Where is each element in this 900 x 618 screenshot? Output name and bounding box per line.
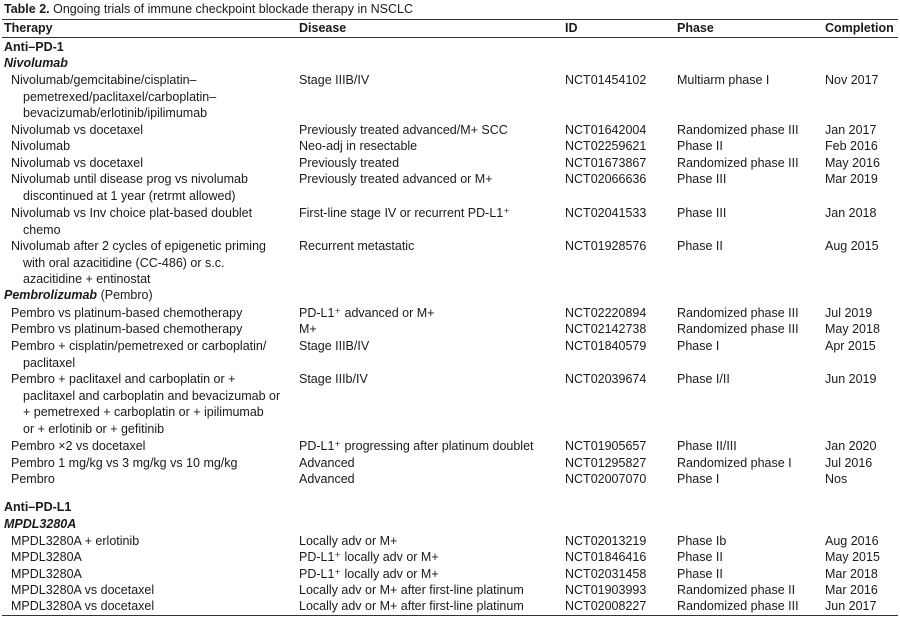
header-therapy: Therapy [4, 21, 53, 35]
section-anti-pdl1: Anti–PD-L1 [4, 500, 72, 514]
therapy-cell [11, 438, 291, 455]
phase-cell: Phase I [677, 472, 720, 486]
header-id: ID [565, 21, 578, 35]
therapy-line: + pemetrexed + carboplatin or + ipilimumab [23, 405, 264, 419]
phase-cell: Phase III [677, 206, 727, 220]
disease-cell: Locally adv or M+ [299, 534, 398, 548]
therapy-line: MPDL3280A [11, 550, 82, 564]
phase-cell: Phase II [677, 239, 723, 253]
therapy-line: paclitaxel and carboplatin and bevacizumab or [23, 388, 281, 403]
completion-cell: Jun 2017 [825, 599, 877, 613]
therapy-line: Nivolumab after 2 cycles of epigenetic priming [11, 239, 266, 253]
drug-mpdl3280a [4, 517, 76, 531]
completion-cell: Mar 2016 [825, 583, 878, 597]
disease-cell: Previously treated [299, 156, 400, 170]
disease-cell: Advanced [299, 472, 355, 486]
therapy-line: MPDL3280A [11, 567, 82, 581]
completion-cell: May 2016 [825, 156, 880, 170]
bottom-rule [2, 615, 898, 616]
phase-cell: Phase II [677, 139, 723, 153]
completion-cell: Jan 2020 [825, 439, 877, 453]
trial-id-cell: NCT02039674 [565, 372, 647, 386]
header-disease: Disease [299, 21, 347, 35]
therapy-line: azacitidine + entinostat [23, 272, 151, 286]
drug-pembrolizumab [4, 288, 153, 302]
therapy-line: Nivolumab until disease prog vs nivolumab [11, 172, 248, 186]
header-phase: Phase [677, 21, 714, 35]
trial-id-cell: NCT01295827 [565, 456, 647, 470]
therapy-cell [11, 238, 291, 288]
disease-cell: PD-L1⁺ locally adv or M+ [299, 550, 439, 564]
therapy-line: pemetrexed/paclitaxel/carboplatin– [23, 89, 217, 104]
therapy-cell [11, 205, 291, 238]
trial-id-cell: NCT02031458 [565, 567, 647, 581]
trial-id-cell: NCT02142738 [565, 322, 647, 336]
trial-id-cell: NCT02259621 [565, 139, 647, 153]
disease-cell: Previously treated advanced/M+ SCC [299, 123, 508, 137]
completion-cell: Mar 2018 [825, 567, 878, 581]
phase-cell: Randomized phase III [677, 156, 799, 170]
drug-name: Pembrolizumab [4, 288, 98, 302]
section-anti-pd1: Anti–PD-1 [4, 40, 64, 54]
trial-id-cell: NCT02013219 [565, 534, 647, 548]
completion-cell: Jul 2019 [825, 306, 873, 320]
therapy-cell [11, 72, 291, 122]
therapy-line: Pembro + cisplatin/pemetrexed or carboplatin/ [11, 339, 267, 353]
phase-cell: Phase III [677, 172, 727, 186]
trial-id-cell: NCT01673867 [565, 156, 647, 170]
completion-cell: Apr 2015 [825, 339, 876, 353]
phase-cell: Phase II/III [677, 439, 737, 453]
completion-cell: May 2018 [825, 322, 880, 336]
therapy-cell [11, 321, 291, 338]
trial-id-cell: NCT01642004 [565, 123, 647, 137]
completion-cell: Jan 2018 [825, 206, 877, 220]
therapy-line: Pembro + paclitaxel and carboplatin or + [11, 372, 236, 386]
completion-cell: Jan 2017 [825, 123, 877, 137]
therapy-line: Nivolumab vs Inv choice plat-based doublet [11, 206, 253, 220]
therapy-cell [11, 598, 291, 615]
disease-cell: PD-L1⁺ locally adv or M+ [299, 567, 439, 581]
phase-cell: Phase II [677, 567, 723, 581]
trial-id-cell: NCT01905657 [565, 439, 647, 453]
completion-cell: Jun 2019 [825, 372, 877, 386]
therapy-line: MPDL3280A vs docetaxel [11, 583, 155, 597]
therapy-cell [11, 155, 291, 172]
therapy-cell [11, 122, 291, 139]
phase-cell: Randomized phase III [677, 123, 799, 137]
therapy-line: discontinued at 1 year (retrmt allowed) [23, 188, 236, 203]
drug-abbrev: (Pembro) [100, 288, 153, 302]
therapy-cell [11, 582, 291, 599]
therapy-line: Pembro ×2 vs docetaxel [11, 439, 146, 453]
therapy-line: bevacizumab/erlotinib/ipilimumab [23, 106, 208, 120]
trial-id-cell: NCT01454102 [565, 73, 647, 87]
completion-cell: Nos [825, 472, 848, 486]
therapy-cell [11, 533, 291, 550]
trial-id-cell: NCT02041533 [565, 206, 647, 220]
disease-cell: Neo-adj in resectable [299, 139, 418, 153]
therapy-cell [11, 455, 291, 472]
caption-text: Ongoing trials of immune checkpoint blockade therapy in NSCLC [53, 2, 414, 16]
phase-cell: Phase I/II [677, 372, 730, 386]
therapy-cell [11, 171, 291, 204]
disease-cell: Recurrent metastatic [299, 239, 415, 253]
trial-id-cell: NCT01928576 [565, 239, 647, 253]
phase-cell: Phase II [677, 550, 723, 564]
therapy-line: paclitaxel [23, 355, 76, 370]
trial-id-cell: NCT02008227 [565, 599, 647, 613]
therapy-cell [11, 305, 291, 322]
therapy-cell [11, 549, 291, 566]
completion-cell: Mar 2019 [825, 172, 878, 186]
phase-cell: Randomized phase I [677, 456, 792, 470]
therapy-cell [11, 471, 291, 488]
therapy-line: Nivolumab/gemcitabine/cisplatin– [11, 73, 197, 87]
phase-cell: Randomized phase III [677, 599, 799, 613]
therapy-cell [11, 338, 291, 371]
disease-cell: Stage IIIb/IV [299, 372, 368, 386]
trial-id-cell: NCT01903993 [565, 583, 647, 597]
therapy-line: Nivolumab vs docetaxel [11, 123, 144, 137]
disease-cell: Previously treated advanced or M+ [299, 172, 493, 186]
therapy-line: Pembro [11, 472, 55, 486]
disease-cell: First-line stage IV or recurrent PD-L1⁺ [299, 206, 510, 220]
phase-cell: Phase I [677, 339, 720, 353]
therapy-cell [11, 138, 291, 155]
drug-name: MPDL3280A [4, 517, 77, 531]
trial-id-cell: NCT01846416 [565, 550, 647, 564]
disease-cell: M+ [299, 322, 317, 336]
completion-cell: May 2015 [825, 550, 880, 564]
therapy-line: Nivolumab vs docetaxel [11, 156, 144, 170]
trial-id-cell: NCT02220894 [565, 306, 647, 320]
disease-cell: PD-L1⁺ progressing after platinum doublet [299, 439, 534, 453]
top-rule [2, 19, 898, 20]
completion-cell: Aug 2016 [825, 534, 879, 548]
table-caption [4, 2, 413, 16]
therapy-line: MPDL3280A + erlotinib [11, 534, 140, 548]
header-rule [2, 37, 898, 38]
drug-name: Nivolumab [4, 56, 68, 70]
phase-cell: Randomized phase II [677, 583, 796, 597]
therapy-cell [11, 566, 291, 583]
therapy-line: MPDL3280A vs docetaxel [11, 599, 155, 613]
disease-cell: PD-L1⁺ advanced or M+ [299, 306, 435, 320]
disease-cell: Locally adv or M+ after first-line platinum [299, 583, 524, 597]
header-completion: Completion [825, 21, 894, 35]
disease-cell: Stage IIIB/IV [299, 73, 370, 87]
caption-label: Table 2. [4, 2, 50, 16]
drug-nivolumab [4, 56, 68, 70]
therapy-line: with oral azacitidine (CC-486) or s.c. [23, 255, 225, 270]
therapy-line: Nivolumab [11, 139, 71, 153]
therapy-line: Pembro vs platinum-based chemotherapy [11, 322, 243, 336]
phase-cell: Randomized phase III [677, 306, 799, 320]
trial-id-cell: NCT02066636 [565, 172, 647, 186]
trial-id-cell: NCT01840579 [565, 339, 647, 353]
therapy-line: Pembro vs platinum-based chemotherapy [11, 306, 243, 320]
therapy-cell [11, 371, 291, 437]
trial-id-cell: NCT02007070 [565, 472, 647, 486]
disease-cell: Locally adv or M+ after first-line platinum [299, 599, 524, 613]
phase-cell: Randomized phase III [677, 322, 799, 336]
completion-cell: Feb 2016 [825, 139, 878, 153]
completion-cell: Aug 2015 [825, 239, 879, 253]
disease-cell: Stage IIIB/IV [299, 339, 370, 353]
completion-cell: Nov 2017 [825, 73, 879, 87]
phase-cell: Multiarm phase I [677, 73, 770, 87]
therapy-line: or + erlotinib or + gefitinib [23, 421, 165, 436]
completion-cell: Jul 2016 [825, 456, 873, 470]
therapy-line: chemo [23, 222, 61, 237]
disease-cell: Advanced [299, 456, 355, 470]
therapy-line: Pembro 1 mg/kg vs 3 mg/kg vs 10 mg/kg [11, 456, 238, 470]
phase-cell: Phase Ib [677, 534, 727, 548]
